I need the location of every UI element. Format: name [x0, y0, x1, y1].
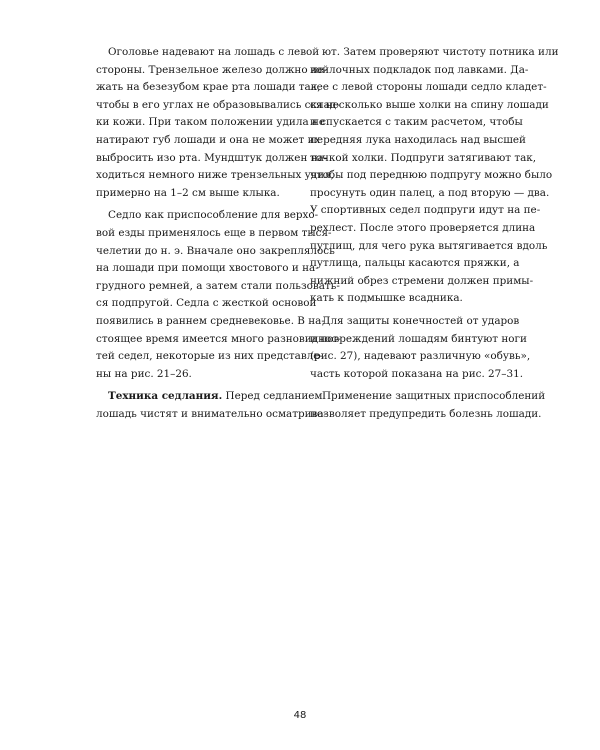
text-line: выбросить изо рта. Мундштук должен на- — [96, 151, 328, 164]
paragraph — [310, 44, 559, 308]
text-line: точкой холки. Подпруги затягивают так, — [310, 151, 537, 164]
text-line: войлочных подкладок под лавками. Да- — [310, 63, 529, 76]
text-line: примерно на 1–2 см выше клыка. — [96, 186, 280, 199]
text-line: Оголовье надевают на лошадь с левой — [108, 46, 320, 58]
text-line: ходиться немного ниже трензельных удил, — [96, 169, 334, 182]
text-line: тей седел, некоторые из них представле- — [96, 350, 323, 363]
text-line: чтобы под переднюю подпругу можно было — [310, 169, 553, 182]
section-heading: Техника седлания. — [108, 390, 223, 403]
text-column-right — [310, 44, 559, 428]
paragraph — [96, 388, 328, 423]
text-line: стороны. Трензельное железо должно ле- — [96, 63, 328, 76]
text-line: ся подпругой. Седла с жесткой основой — [96, 297, 317, 310]
paragraph — [310, 388, 546, 423]
text-line: чтобы в его углах не образовывались склад- — [96, 98, 340, 111]
text-line: позволяет предупредить болезнь лошади. — [310, 407, 542, 420]
paragraph — [96, 207, 341, 383]
page-number: 48 — [293, 710, 307, 721]
text-line: ны на рис. 21–26. — [96, 367, 192, 380]
text-line: Для защиты конечностей от ударов — [322, 314, 520, 327]
text-line: (рис. 27), надевают различную «обувь», — [310, 350, 531, 363]
text-line: передняя лука находилась над высшей — [310, 133, 526, 146]
text-line: лее с левой стороны лошади седло кладет- — [310, 81, 547, 94]
text-line: Техника седлания. Перед седланием — [108, 390, 323, 403]
text-line: ют. Затем проверяют чистоту потника или — [322, 46, 559, 58]
text-line: лошадь чистят и внимательно осматрива- — [96, 407, 328, 420]
text-line: ки кожи. При таком положении удила не — [96, 116, 326, 129]
text-line: челетии до н. э. Вначале оно закреплялось — [96, 244, 335, 257]
text-column-left — [96, 44, 341, 428]
text-line: У спортивных седел подпруги идут на пе- — [310, 204, 541, 217]
text-line: стоящее время имеется много разновиднос- — [96, 332, 341, 345]
text-line: ся несколько выше холки на спину лошади — [310, 98, 549, 111]
text-line: Седло как приспособление для верхо- — [108, 209, 319, 222]
text-line: нижний обрез стремени должен примы- — [310, 274, 534, 287]
paragraph — [310, 313, 531, 383]
text-line: кать к подмышке всадника. — [310, 292, 463, 305]
text-line: вой езды применялось еще в первом тыся- — [96, 226, 332, 239]
text-line: просунуть один палец, а под вторую — два. — [310, 186, 550, 199]
text-line: и спускается с таким расчетом, чтобы — [310, 116, 523, 129]
text-line: на лошади при помощи хвостового и на- — [96, 262, 319, 275]
text-line: путлища, пальцы касаются пряжки, а — [310, 257, 520, 270]
text-line: рехлест. После этого проверяется длина — [310, 221, 536, 234]
text-line: грудного ремней, а затем стали пользовать- — [96, 279, 340, 292]
text-line: появились в раннем средневековье. В на- — [96, 314, 325, 327]
text-line: путлищ, для чего рука вытягивается вдоль — [310, 239, 548, 252]
text-line: часть которой показана на рис. 27–31. — [310, 367, 524, 380]
text-line: и повреждений лошадям бинтуют ноги — [310, 332, 527, 345]
text-line: Применение защитных приспособлений — [322, 390, 546, 403]
paragraph — [96, 44, 340, 202]
text-line: натирают губ лошади и она не может их — [96, 133, 321, 146]
text-line: жать на безезубом крае рта лошади так, — [96, 81, 321, 94]
